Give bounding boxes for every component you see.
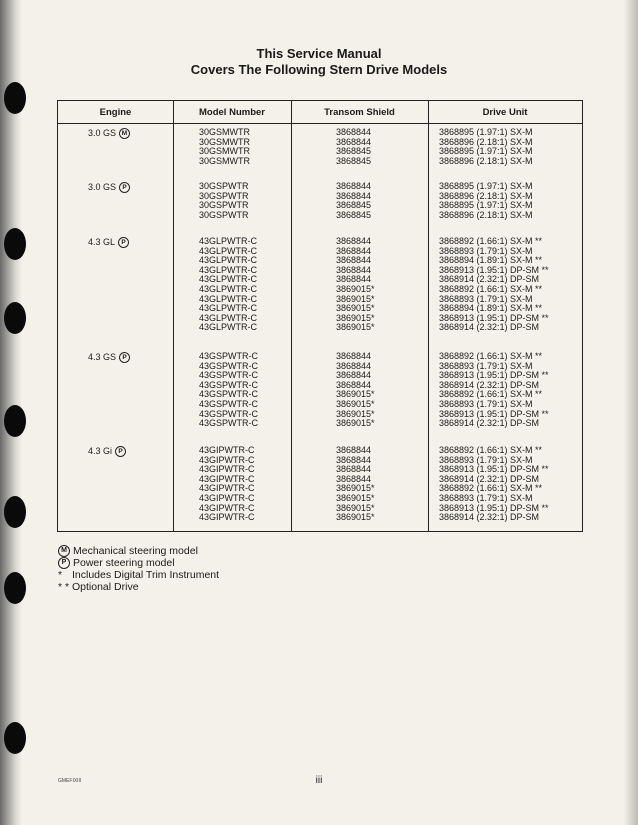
table-cell-drive: 3868895 (1.97:1) SX-M [439, 127, 533, 137]
table-cell-drive: 3868893 (1.79:1) SX-M [439, 245, 533, 256]
table-cell-shield: 3868844 [336, 274, 372, 285]
table-cell-shield: 3869015* [336, 312, 375, 323]
shield-column [336, 128, 371, 166]
table-cell-model: 43GLPWTR-C [199, 283, 258, 294]
double-star-symbol: * * [58, 581, 70, 594]
table-cell-model: 43GLPWTR-C [199, 303, 258, 314]
table-cell-model: 43GSPWTR-C [199, 351, 259, 361]
binder-hole [4, 572, 26, 604]
table-cell-shield: 3868844 [336, 360, 372, 371]
table-cell-shield: 3868844 [336, 351, 372, 361]
table-cell-model: 43GIPWTR-C [199, 473, 255, 484]
table-cell-model: 43GSPWTR-C [199, 379, 259, 390]
table-cell-model: 43GSPWTR-C [199, 398, 259, 409]
table-cell-shield: 3868844 [336, 190, 372, 201]
table-cell-drive: 3868914 (2.32:1) DP-SM [439, 379, 540, 390]
steering-symbol-icon: P [118, 237, 129, 248]
table-cell-shield: 3868844 [336, 255, 372, 266]
column-divider [173, 101, 174, 531]
model-column [199, 182, 249, 220]
table-cell-model: 30GSMWTR [199, 155, 251, 166]
table-cell-drive: 3868894 (1.89:1) SX-M ** [439, 255, 543, 266]
table-cell-shield: 3869015* [336, 418, 375, 429]
table-cell-shield: 3869015* [336, 389, 375, 400]
binder-hole [4, 82, 26, 114]
table-cell-model: 43GIPWTR-C [199, 512, 255, 523]
footer-code: GMEFIXIII [58, 778, 82, 784]
header-drive-unit: Drive Unit [482, 107, 528, 118]
table-cell-drive: 3868892 (1.66:1) SX-M ** [439, 389, 543, 400]
note-mechanical: M Mechanical steering model [58, 545, 219, 557]
table-cell-model: 43GLPWTR-C [199, 274, 258, 285]
engine-label: 4.3 GS P [88, 352, 148, 363]
table-cell-model: 43GIPWTR-C [199, 454, 255, 465]
table-cell-model: 30GSPWTR [199, 190, 249, 201]
table-cell-drive: 3868896 (2.18:1) SX-M [439, 155, 533, 166]
table-cell-model: 43GLPWTR-C [199, 312, 258, 323]
table-cell-model: 30GSMWTR [199, 127, 251, 137]
drive-column [439, 128, 533, 166]
table-cell-model: 43GIPWTR-C [199, 492, 255, 503]
note-optional-drive: * * Optional Drive [58, 581, 139, 594]
model-column [199, 237, 257, 333]
table-cell-shield: 3868844 [336, 127, 372, 137]
model-column [199, 446, 255, 523]
table-cell-shield: 3869015* [336, 303, 375, 314]
table-cell-shield: 3869015* [336, 492, 375, 503]
engine-label: 4.3 GL P [88, 237, 148, 248]
table-cell-model: 43GLPWTR-C [199, 293, 258, 304]
table-cell-shield: 3868845 [336, 209, 372, 220]
table-cell-drive: 3868914 (2.32:1) DP-SM [439, 274, 540, 285]
table-cell-shield: 3868844 [336, 136, 372, 147]
table-cell-drive: 3868914 (2.32:1) DP-SM [439, 418, 540, 429]
table-cell-drive: 3868913 (1.95:1) DP-SM ** [439, 264, 549, 275]
table-cell-drive: 3868914 (2.32:1) DP-SM [439, 473, 540, 484]
table-cell-model: 43GSPWTR-C [199, 389, 259, 400]
table-cell-shield: 3868844 [336, 473, 372, 484]
title-line-2: Covers The Following Stern Drive Models [190, 62, 448, 77]
table-cell-drive: 3868913 (1.95:1) DP-SM ** [439, 370, 549, 381]
table-cell-drive: 3868892 (1.66:1) SX-M ** [439, 445, 543, 455]
model-column [199, 128, 250, 166]
table-cell-shield: 3868844 [336, 264, 372, 275]
table-cell-shield: 3868844 [336, 236, 372, 246]
engine-label: 4.3 Gi P [88, 446, 148, 457]
table-cell-shield: 3869015* [336, 322, 375, 333]
table-cell-drive: 3868896 (2.18:1) SX-M [439, 136, 533, 147]
table-cell-model: 43GLPWTR-C [199, 264, 258, 275]
steering-symbol-icon: P [115, 446, 126, 457]
shield-column [336, 237, 375, 333]
drive-column [439, 182, 533, 220]
table-cell-model: 30GSPWTR [199, 200, 249, 211]
table-cell-drive: 3868893 (1.79:1) SX-M [439, 293, 533, 304]
page-edge-right [624, 0, 638, 825]
table-cell-drive: 3868893 (1.79:1) SX-M [439, 454, 533, 465]
page-number: iii [315, 775, 323, 786]
table-cell-drive: 3868892 (1.66:1) SX-M ** [439, 351, 543, 361]
table-cell-drive: 3868896 (2.18:1) SX-M [439, 190, 533, 201]
table-cell-drive: 3868914 (2.32:1) DP-SM [439, 512, 540, 523]
table-cell-model: 30GSMWTR [199, 146, 251, 157]
column-divider [428, 101, 429, 531]
table-cell-model: 43GIPWTR-C [199, 502, 255, 513]
table-cell-model: 43GLPWTR-C [199, 236, 258, 246]
table-cell-shield: 3869015* [336, 408, 375, 419]
table-cell-drive: 3868914 (2.32:1) DP-SM [439, 322, 540, 333]
table-cell-drive: 3868893 (1.79:1) SX-M [439, 360, 533, 371]
note-power: P Power steering model [58, 557, 219, 569]
shield-column [336, 182, 371, 220]
title-line-1: This Service Manual [256, 46, 382, 61]
engine-label: 3.0 GS M [88, 128, 148, 139]
table-cell-drive: 3868913 (1.95:1) DP-SM ** [439, 312, 549, 323]
table-cell-shield: 3868844 [336, 181, 372, 191]
table-cell-model: 30GSPWTR [199, 181, 249, 191]
table-cell-shield: 3869015* [336, 283, 375, 294]
binder-hole [4, 496, 26, 528]
table-cell-shield: 3869015* [336, 512, 375, 523]
table-cell-shield: 3869015* [336, 483, 375, 494]
drive-column [439, 237, 549, 333]
table-cell-drive: 3868895 (1.97:1) SX-M [439, 200, 533, 211]
legend-notes [58, 545, 219, 593]
table-cell-shield: 3868844 [336, 370, 372, 381]
table-cell-shield: 3868844 [336, 245, 372, 256]
table-cell-model: 30GSPWTR [199, 209, 249, 220]
model-column [199, 352, 258, 429]
table-cell-shield: 3868845 [336, 146, 372, 157]
table-cell-drive: 3868894 (1.89:1) SX-M ** [439, 303, 543, 314]
table-cell-model: 43GIPWTR-C [199, 464, 255, 475]
table-cell-shield: 3869015* [336, 293, 375, 304]
table-cell-shield: 3868844 [336, 379, 372, 390]
table-cell-model: 43GIPWTR-C [199, 445, 255, 455]
binder-hole [4, 228, 26, 260]
star-symbol: * [58, 569, 63, 582]
table-cell-drive: 3868913 (1.95:1) DP-SM ** [439, 502, 549, 513]
table-cell-model: 43GSPWTR-C [199, 360, 259, 371]
steering-symbol-icon: P [119, 182, 130, 193]
shield-column [336, 446, 375, 523]
table-cell-shield: 3869015* [336, 398, 375, 409]
steering-symbol-icon: M [119, 128, 130, 139]
page-title [0, 46, 638, 78]
table-cell-drive: 3868895 (1.97:1) SX-M [439, 146, 533, 157]
steering-symbol-icon: P [119, 352, 130, 363]
table-cell-drive: 3868893 (1.79:1) SX-M [439, 492, 533, 503]
note-digital-trim: * Includes Digital Trim Instrument [58, 569, 220, 582]
header-model-number: Model Number [199, 107, 265, 118]
drive-column [439, 446, 549, 523]
header-transom-shield: Transom Shield [324, 107, 395, 118]
table-cell-drive: 3868895 (1.97:1) SX-M [439, 181, 533, 191]
table-header [58, 101, 582, 124]
binder-hole [4, 405, 26, 437]
power-symbol-icon: P [58, 557, 70, 569]
table-cell-shield: 3868844 [336, 454, 372, 465]
table-cell-drive: 3868913 (1.95:1) DP-SM ** [439, 408, 549, 419]
table-cell-model: 43GSPWTR-C [199, 418, 259, 429]
table-cell-drive: 3868913 (1.95:1) DP-SM ** [439, 464, 549, 475]
table-cell-shield: 3868845 [336, 155, 372, 166]
table-cell-model: 43GSPWTR-C [199, 370, 259, 381]
binder-hole [4, 722, 26, 754]
table-cell-drive: 3868892 (1.66:1) SX-M ** [439, 283, 543, 294]
drive-column [439, 352, 549, 429]
table-cell-shield: 3868845 [336, 200, 372, 211]
table-cell-model: 30GSMWTR [199, 136, 251, 147]
table-cell-model: 43GLPWTR-C [199, 255, 258, 266]
table-cell-shield: 3868844 [336, 464, 372, 475]
table-cell-model: 43GLPWTR-C [199, 322, 258, 333]
table-cell-model: 43GLPWTR-C [199, 245, 258, 256]
table-cell-drive: 3868896 (2.18:1) SX-M [439, 209, 533, 220]
table-cell-model: 43GIPWTR-C [199, 483, 255, 494]
mechanical-symbol-icon: M [58, 545, 70, 557]
table-cell-drive: 3868892 (1.66:1) SX-M ** [439, 236, 543, 246]
table-cell-drive: 3868892 (1.66:1) SX-M ** [439, 483, 543, 494]
binder-hole [4, 302, 26, 334]
models-table [57, 100, 583, 532]
shield-column [336, 352, 375, 429]
engine-label: 3.0 GS P [88, 182, 148, 193]
header-engine: Engine [99, 107, 132, 118]
table-cell-drive: 3868893 (1.79:1) SX-M [439, 398, 533, 409]
table-cell-shield: 3869015* [336, 502, 375, 513]
column-divider [291, 101, 292, 531]
table-cell-model: 43GSPWTR-C [199, 408, 259, 419]
table-cell-shield: 3868844 [336, 445, 372, 455]
